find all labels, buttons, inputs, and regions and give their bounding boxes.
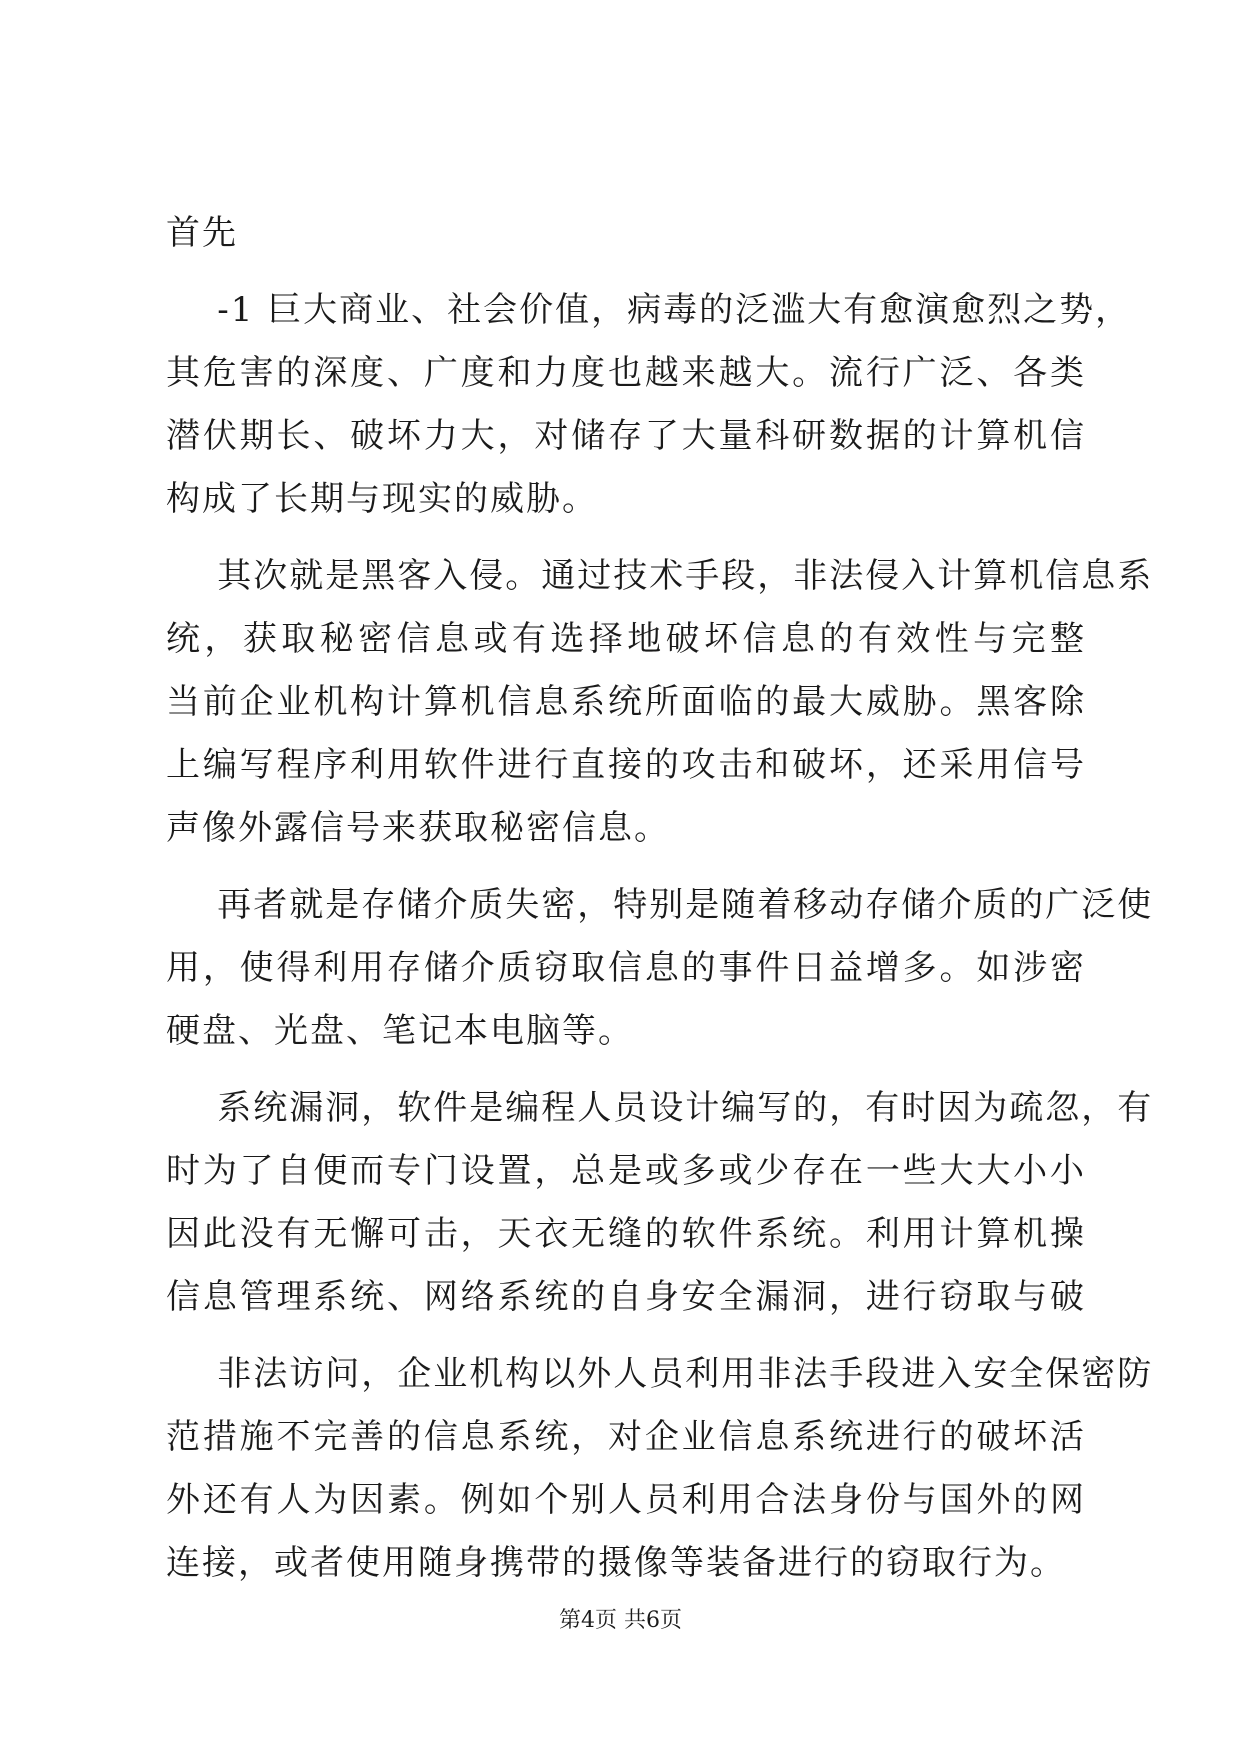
paragraph-2-line-3: 当前企业机构计算机信息系统所面临的最大威胁。黑客除 bbox=[166, 682, 1086, 722]
paragraph-5-line-3: 外还有人为因素。例如个别人员利用合法身份与国外的网 bbox=[166, 1480, 1086, 1520]
paragraph-3-line-3: 硬盘、光盘、笔记本电脑等。 bbox=[166, 1011, 634, 1051]
paragraph-1-line-2: 其危害的深度、广度和力度也越来越大。流行广泛、各类 bbox=[166, 353, 1086, 393]
paragraph-1-line-4: 构成了长期与现实的威胁。 bbox=[166, 479, 598, 519]
paragraph-5-line-2: 范措施不完善的信息系统，对企业信息系统进行的破坏活 bbox=[166, 1417, 1086, 1457]
paragraph-2-line-1: 其次就是黑客入侵。通过技术手段，非法侵入计算机信息系 bbox=[166, 556, 1154, 596]
paragraph-4-line-3: 因此没有无懈可击，天衣无缝的软件系统。利用计算机操 bbox=[166, 1214, 1086, 1254]
paragraph-5-line-4: 连接，或者使用随身携带的摄像等装备进行的窃取行为。 bbox=[166, 1543, 1066, 1583]
paragraph-2-line-2: 统，获取秘密信息或有选择地破坏信息的有效性与完整 bbox=[166, 619, 1086, 659]
paragraph-5-line-1: 非法访问，企业机构以外人员利用非法手段进入安全保密防 bbox=[166, 1354, 1154, 1394]
paragraph-3-line-2: 用，使得利用存储介质窃取信息的事件日益增多。如涉密 bbox=[166, 948, 1086, 988]
section-heading: 首先 bbox=[166, 213, 238, 253]
paragraph-4-line-4: 信息管理系统、网络系统的自身安全漏洞，进行窃取与破 bbox=[166, 1277, 1086, 1317]
paragraph-2-line-5: 声像外露信号来获取秘密信息。 bbox=[166, 808, 670, 848]
page-number-footer: 第4页 共6页 bbox=[559, 1608, 682, 1633]
paragraph-1-line-1: -1 巨大商业、社会价值，病毒的泛滥大有愈演愈烈之势， bbox=[166, 290, 1132, 330]
paragraph-1-line-3: 潜伏期长、破坏力大，对储存了大量科研数据的计算机信 bbox=[166, 416, 1086, 456]
paragraph-2-line-4: 上编写程序利用软件进行直接的攻击和破坏，还采用信号 bbox=[166, 745, 1086, 785]
paragraph-3-line-1: 再者就是存储介质失密，特别是随着移动存储介质的广泛使 bbox=[166, 885, 1154, 925]
paragraph-4-line-2: 时为了自便而专门设置，总是或多或少存在一些大大小小 bbox=[166, 1151, 1086, 1191]
paragraph-4-line-1: 系统漏洞，软件是编程人员设计编写的，有时因为疏忽，有 bbox=[166, 1088, 1154, 1128]
